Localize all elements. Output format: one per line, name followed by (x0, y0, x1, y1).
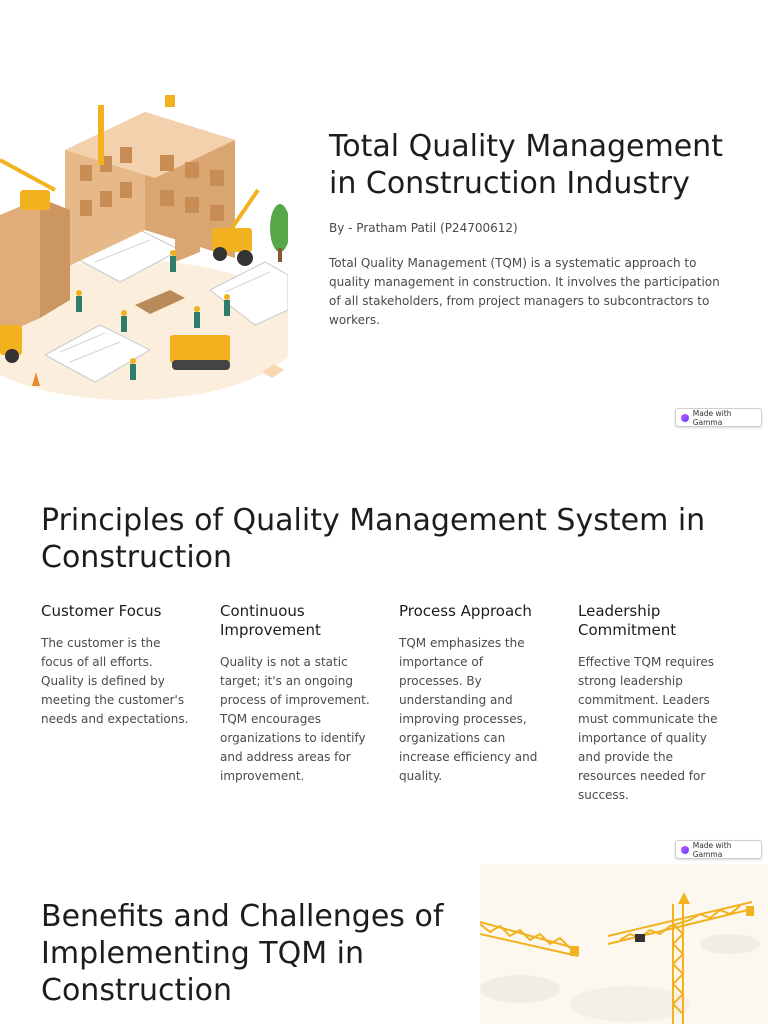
made-with-gamma-badge[interactable] (675, 840, 762, 859)
made-with-gamma-badge[interactable] (675, 408, 762, 427)
principle-heading: Customer Focus (41, 602, 162, 620)
title-slide (0, 0, 768, 432)
principle-heading: Continuous Improvement (220, 602, 321, 639)
tower-crane-illustration (480, 864, 768, 1024)
principle-heading: Leadership Commitment (578, 602, 677, 639)
principle-text: Quality is not a static target; it's an ongoing process of improvement. TQM encourages organizations to identify and address areas for improvement. (220, 655, 370, 783)
presentation-title: Total Quality Management in Construction Industry (329, 129, 723, 201)
principles-slide (0, 432, 768, 864)
intro-paragraph: Total Quality Management (TQM) is a systematic approach to quality management in construction. It involves the participation of all stakeholders, from project managers to subcontractors to workers. (329, 256, 720, 327)
gamma-logo-icon (681, 414, 689, 422)
principle-text: TQM emphasizes the importance of processes. By understanding and improving processes, organizations can increase efficiency and quality. (399, 636, 538, 783)
benefits-challenges-slide (0, 864, 768, 1024)
principle-leadership-commitment (578, 602, 728, 805)
author-byline: By - Pratham Patil (P24700612) (329, 221, 518, 235)
principles-grid (41, 602, 741, 812)
principle-customer-focus (41, 602, 191, 729)
principle-text: The customer is the focus of all efforts. Quality is defined by meeting the customer's needs and expectations. (41, 636, 189, 726)
gamma-logo-icon (681, 846, 689, 854)
principles-title: Principles of Quality Management System in Construction (41, 503, 706, 575)
badge-label: Made with Gamma (692, 408, 732, 427)
principle-text: Effective TQM requires strong leadership commitment. Leaders must communicate the importance of quality and provide the resources needed for success. (578, 655, 718, 802)
principle-process-approach (399, 602, 549, 786)
construction-site-illustration (0, 0, 288, 432)
principle-heading: Process Approach (399, 602, 532, 620)
benefits-title: Benefits and Challenges of Implementing TQM in Construction (41, 899, 444, 1008)
badge-label: Made with Gamma (692, 840, 732, 859)
principle-continuous-improvement (220, 602, 370, 786)
